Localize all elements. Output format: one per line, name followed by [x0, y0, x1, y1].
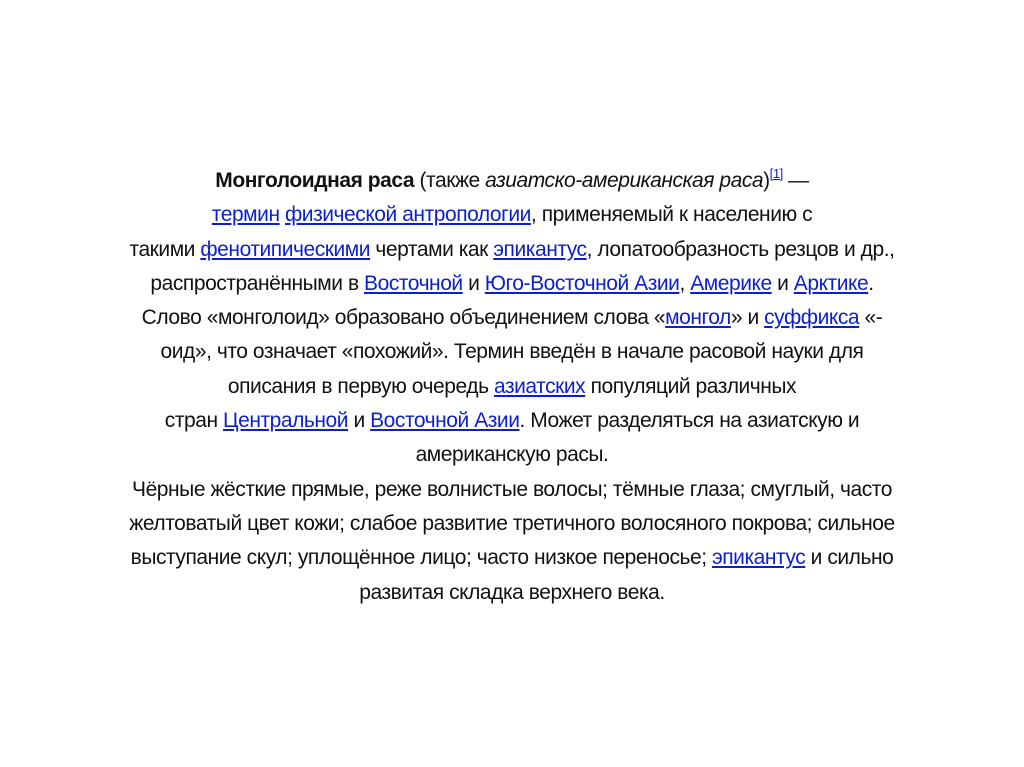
text-fragment: оид», что означает «похожий». Термин введён в начале расовой науки для	[160, 340, 864, 364]
footnote	[770, 166, 783, 181]
wiki-link[interactable]: термин	[211, 203, 280, 227]
text-fragment: развитая складка верхнего века.	[359, 580, 665, 604]
wiki-link[interactable]: Восточной Азии	[370, 409, 520, 433]
text-fragment: чертами как	[370, 237, 494, 261]
text-line	[0, 507, 1024, 541]
text-fragment: Чёрные жёсткие прямые, реже волнистые волосы; тёмные глаза; смуглый, часто	[132, 477, 892, 501]
text-line	[0, 541, 1024, 575]
text-fragment: )	[763, 169, 770, 192]
wiki-link[interactable]: эпикантус	[493, 237, 587, 261]
wiki-link[interactable]: монгол	[665, 306, 731, 330]
text-line	[0, 267, 1024, 301]
footnote-link[interactable]: [1]	[769, 166, 783, 181]
wiki-link[interactable]: физической антропологии	[284, 203, 531, 227]
text-fragment: популяций различных	[585, 374, 797, 398]
text-fragment: . Может разделяться на азиатскую и	[519, 409, 860, 433]
term-alias: азиатско-американская раса	[485, 169, 764, 192]
text-fragment: и	[348, 409, 371, 433]
text-fragment: ,	[679, 271, 691, 295]
wiki-link[interactable]: Центральной	[223, 409, 349, 433]
text-fragment: «-	[859, 306, 883, 330]
text-line	[0, 404, 1024, 438]
text-fragment: (также	[414, 169, 486, 192]
text-line	[0, 233, 1024, 267]
text-fragment: и сильно	[805, 546, 894, 570]
text-fragment: такими	[129, 237, 201, 261]
text-fragment: .	[868, 271, 874, 295]
text-fragment: » и	[730, 306, 765, 330]
text-fragment: распространёнными в	[150, 271, 365, 295]
text-line	[0, 576, 1024, 610]
text-fragment: стран	[164, 409, 224, 433]
text-fragment: и	[462, 271, 485, 295]
wiki-link[interactable]: Восточной	[364, 271, 463, 295]
text-fragment: американскую расы.	[415, 443, 609, 467]
text-fragment: выступание скул; уплощённое лицо; часто низкое переносье;	[130, 546, 712, 570]
text-line	[0, 335, 1024, 369]
text-fragment: , применяемый к населению с	[530, 203, 813, 227]
wiki-link[interactable]: Юго-Восточной Азии	[484, 271, 680, 295]
text-fragment: Слово «монголоид» образовано объединением слова «	[141, 306, 666, 330]
text-line	[0, 301, 1024, 335]
wiki-link[interactable]: фенотипическими	[200, 237, 371, 261]
article-text	[0, 164, 1024, 610]
text-fragment: описания в первую очередь	[227, 374, 494, 398]
wiki-link[interactable]: азиатских	[493, 374, 586, 398]
text-fragment: , лопатообразность резцов и др.,	[586, 237, 895, 261]
text-line	[0, 473, 1024, 507]
text-fragment: и	[771, 271, 794, 295]
text-line	[0, 198, 1024, 232]
text-fragment: желтоватый цвет кожи; слабое развитие третичного волосяного покрова; сильное	[129, 511, 895, 535]
term-title: Монголоидная раса	[215, 169, 415, 192]
text-line	[0, 370, 1024, 404]
text-line	[0, 438, 1024, 472]
wiki-link[interactable]: Америке	[690, 271, 772, 295]
wiki-link[interactable]: Арктике	[793, 271, 869, 295]
text-line	[0, 164, 1024, 198]
wiki-link[interactable]: эпикантус	[711, 546, 806, 570]
wiki-link[interactable]: суффикса	[764, 306, 860, 330]
text-fragment: —	[782, 169, 809, 192]
